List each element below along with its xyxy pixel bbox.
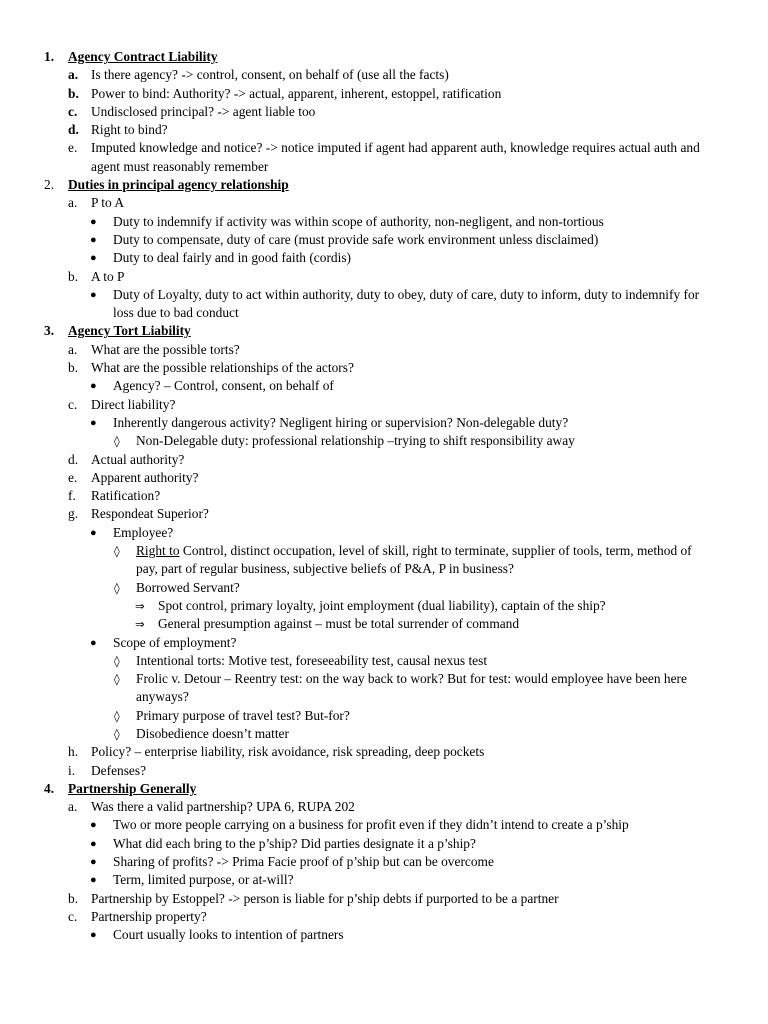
item-text: Primary purpose of travel test? But-for? <box>136 707 350 723</box>
section-title: Agency Tort Liability <box>68 323 191 339</box>
section-title: Duties in principal agency relationship <box>68 177 289 193</box>
item-text: General presumption against – must be total surrender of command <box>158 616 520 632</box>
item-marker: h. <box>68 744 79 760</box>
item-marker: c. <box>68 103 78 119</box>
outline-item <box>0 469 768 487</box>
item-text: Policy? – enterprise liability, risk avoidance, risk spreading, deep pockets <box>91 744 485 760</box>
diamond-icon: ◊ <box>114 653 120 668</box>
bullet-item <box>0 853 768 871</box>
bullet-item <box>0 634 768 652</box>
section-title: Partnership Generally <box>68 780 197 796</box>
arrow-item <box>0 597 768 615</box>
bullet-item <box>0 213 768 231</box>
diamond-item <box>0 670 768 707</box>
item-marker: b. <box>68 890 79 906</box>
outline-item <box>0 66 768 84</box>
section-number: 4. <box>44 780 55 796</box>
item-text: Term, limited purpose, or at-will? <box>113 872 294 888</box>
diamond-item <box>0 707 768 725</box>
bullet-icon: ● <box>90 929 97 942</box>
item-marker: b. <box>68 360 79 376</box>
bullet-icon: ● <box>90 526 97 539</box>
item-text: Is there agency? -> control, consent, on behalf of (use all the facts) <box>91 67 449 83</box>
bullet-item <box>0 524 768 542</box>
diamond-item <box>0 432 768 450</box>
item-text: Power to bind: Authority? -> actual, apparent, inherent, estoppel, ratification <box>91 85 502 101</box>
item-text: Employee? <box>113 524 174 540</box>
item-text: Actual authority? <box>91 451 185 467</box>
section-number: 2. <box>44 177 55 193</box>
outline-item <box>0 194 768 212</box>
bullet-item <box>0 926 768 944</box>
item-text: Imputed knowledge and notice? -> notice imputed if agent had apparent auth, knowledge requires actual auth and agent must reasonably remember <box>91 140 700 174</box>
item-marker: c. <box>68 908 78 924</box>
item-text: Court usually looks to intention of partners <box>113 927 344 943</box>
diamond-item <box>0 542 768 579</box>
bullet-item <box>0 816 768 834</box>
outline-item <box>0 396 768 414</box>
outline-item <box>0 359 768 377</box>
bullet-icon: ● <box>90 288 97 301</box>
item-marker: f. <box>68 488 76 504</box>
item-text: Duty of Loyalty, duty to act within authority, duty to obey, duty of care, duty to inform, duty to indemnify for loss due to bad conduct <box>113 286 700 321</box>
item-text-container <box>136 542 706 579</box>
item-text: Disobedience doesn’t matter <box>136 725 289 741</box>
section-heading <box>0 322 768 340</box>
section-heading <box>0 780 768 798</box>
outline-document <box>0 48 768 945</box>
item-text: P to A <box>91 195 124 211</box>
bullet-icon: ● <box>90 819 97 832</box>
item-text: Duty to indemnify if activity was within scope of authority, non-negligent, and non-tortious <box>113 213 604 229</box>
item-text: Inherently dangerous activity? Negligent hiring or supervision? Non-delegable duty? <box>113 414 569 430</box>
item-text: Borrowed Servant? <box>136 579 240 595</box>
item-marker: d. <box>68 122 79 138</box>
outline-item <box>0 121 768 139</box>
item-text: Spot control, primary loyalty, joint employment (dual liability), captain of the ship? <box>158 597 606 613</box>
bullet-icon: ● <box>90 252 97 265</box>
bullet-item <box>0 231 768 249</box>
right-double-arrow-icon: ⇒ <box>135 617 145 632</box>
bullet-item <box>0 249 768 267</box>
section-number: 1. <box>44 49 55 64</box>
outline-item <box>0 85 768 103</box>
item-text: Direct liability? <box>91 396 176 412</box>
outline-item <box>0 268 768 286</box>
bullet-icon: ● <box>90 837 97 850</box>
item-text: Respondeat Superior? <box>91 506 209 522</box>
item-text: What are the possible relationships of the actors? <box>91 360 354 376</box>
item-text: Was there a valid partnership? UPA 6, RUPA 202 <box>91 799 355 815</box>
diamond-icon: ◊ <box>114 672 120 687</box>
item-marker: i. <box>68 762 76 778</box>
bullet-icon: ● <box>90 380 97 393</box>
item-marker: g. <box>68 506 79 522</box>
item-text: Two or more people carrying on a business for profit even if they didn’t intend to create a p’ship <box>113 817 629 833</box>
item-marker: b. <box>68 85 79 101</box>
item-text: Ratification? <box>91 488 161 504</box>
outline-item <box>0 890 768 908</box>
bullet-icon: ● <box>90 215 97 228</box>
item-text: Frolic v. Detour – Reentry test: on the way back to work? But for test: would employee have been here anyways? <box>136 671 687 705</box>
item-text: Sharing of profits? -> Prima Facie proof of p’ship but can be overcome <box>113 854 494 870</box>
item-text: A to P <box>91 268 125 284</box>
item-marker: e. <box>68 469 78 485</box>
right-double-arrow-icon: ⇒ <box>135 598 145 613</box>
section-number: 3. <box>44 323 55 339</box>
item-marker: a. <box>68 195 78 211</box>
bullet-item <box>0 286 768 323</box>
underlined-phrase: Right to <box>136 543 180 559</box>
bullet-icon: ● <box>90 874 97 887</box>
item-text: Scope of employment? <box>113 634 237 650</box>
item-marker: c. <box>68 396 78 412</box>
outline-item <box>0 762 768 780</box>
outline-item <box>0 743 768 761</box>
item-text: What did each bring to the p’ship? Did parties designate it a p’ship? <box>113 835 476 851</box>
arrow-item <box>0 615 768 633</box>
item-marker: a. <box>68 341 78 357</box>
item-text: Agency? – Control, consent, on behalf of <box>113 378 334 394</box>
bullet-icon: ● <box>90 856 97 869</box>
item-marker: e. <box>68 140 78 156</box>
outline-item <box>0 103 768 121</box>
item-text: Defenses? <box>91 762 147 778</box>
outline-item <box>0 908 768 926</box>
diamond-icon: ◊ <box>114 726 120 741</box>
item-text: Intentional torts: Motive test, foreseeability test, causal nexus test <box>136 652 488 668</box>
section-heading <box>0 176 768 194</box>
section-heading <box>0 48 768 66</box>
item-text: Partnership property? <box>91 908 207 924</box>
item-text: Right to bind? <box>91 122 168 138</box>
section-title: Agency Contract Liability <box>68 49 218 64</box>
outline-item <box>0 505 768 523</box>
outline-item <box>0 139 768 176</box>
diamond-item <box>0 725 768 743</box>
item-marker: b. <box>68 268 79 284</box>
item-marker: d. <box>68 451 79 467</box>
bullet-icon: ● <box>90 636 97 649</box>
item-text: Duty to compensate, duty of care (must provide safe work environment unless disclaimed) <box>113 231 599 247</box>
bullet-icon: ● <box>90 416 97 429</box>
outline-item <box>0 798 768 816</box>
item-text: What are the possible torts? <box>91 341 240 357</box>
bullet-item <box>0 414 768 432</box>
diamond-icon: ◊ <box>114 434 120 449</box>
bullet-item <box>0 835 768 853</box>
outline-item <box>0 451 768 469</box>
item-text: Apparent authority? <box>91 469 199 485</box>
diamond-item <box>0 652 768 670</box>
bullet-item <box>0 871 768 889</box>
outline-item <box>0 487 768 505</box>
item-marker: a. <box>68 799 78 815</box>
diamond-icon: ◊ <box>114 580 120 595</box>
item-marker: a. <box>68 67 79 83</box>
item-text: Control, distinct occupation, level of skill, right to terminate, supplier of tools, term, method of pay, part of regular business, subjective beliefs of P&A, P in business? <box>136 543 692 577</box>
item-text: Undisclosed principal? -> agent liable too <box>91 103 316 119</box>
diamond-item <box>0 579 768 597</box>
item-text: Partnership by Estoppel? -> person is liable for p’ship debts if purported to be a partner <box>91 890 559 906</box>
bullet-icon: ● <box>90 233 97 246</box>
bullet-item <box>0 377 768 395</box>
diamond-icon: ◊ <box>114 708 120 723</box>
diamond-icon: ◊ <box>114 544 120 559</box>
item-text: Duty to deal fairly and in good faith (cordis) <box>113 250 351 266</box>
outline-item <box>0 341 768 359</box>
item-text: Non-Delegable duty: professional relationship –trying to shift responsibility away <box>136 433 575 449</box>
